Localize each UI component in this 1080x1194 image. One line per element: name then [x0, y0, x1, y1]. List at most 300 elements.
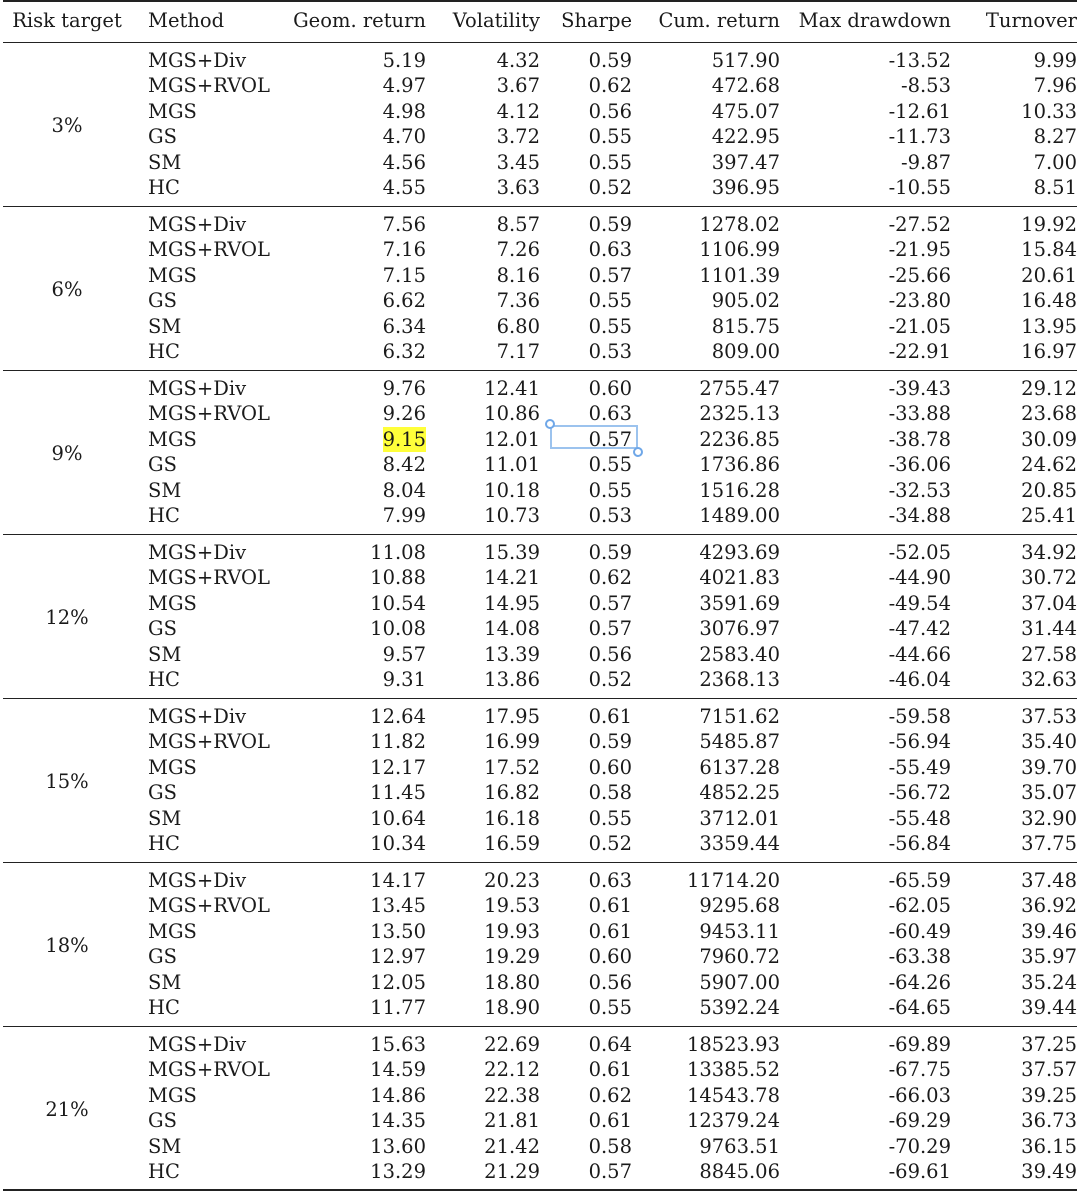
- cell-volatility[interactable]: 3.72: [496, 125, 540, 149]
- cell-method[interactable]: MGS+Div: [148, 541, 247, 564]
- cell-sharpe[interactable]: 0.52: [588, 832, 632, 855]
- cell-sharpe[interactable]: 0.57: [588, 1160, 632, 1183]
- cell-method[interactable]: MGS+RVOL: [148, 730, 270, 754]
- cell-max-drawdown[interactable]: -67.75: [888, 1058, 951, 1082]
- cell-max-drawdown[interactable]: -9.87: [900, 150, 951, 174]
- header-cum-return[interactable]: Cum. return: [658, 9, 780, 32]
- cell-cum-return[interactable]: 9295.68: [699, 894, 780, 918]
- cell-cum-return[interactable]: 3591.69: [699, 591, 780, 615]
- cell-method[interactable]: MGS+RVOL: [148, 74, 270, 98]
- cell-max-drawdown[interactable]: -8.53: [900, 74, 951, 98]
- cell-geom-return[interactable]: 12.17: [370, 755, 426, 779]
- cell-sharpe[interactable]: 0.56: [588, 99, 632, 123]
- cell-volatility[interactable]: 10.18: [484, 478, 540, 502]
- cell-method[interactable]: GS: [148, 945, 177, 969]
- header-volatility[interactable]: Volatility: [452, 9, 540, 32]
- cell-method[interactable]: MGS: [148, 591, 197, 615]
- cell-max-drawdown[interactable]: -60.49: [888, 919, 951, 943]
- cell-max-drawdown[interactable]: -47.42: [888, 617, 951, 641]
- cell-max-drawdown[interactable]: -56.94: [888, 730, 951, 754]
- cell-geom-return[interactable]: 4.97: [382, 74, 426, 98]
- cell-geom-return[interactable]: 7.15: [382, 263, 426, 287]
- cell-geom-return[interactable]: 13.50: [370, 919, 426, 943]
- cell-geom-return[interactable]: 9.31: [382, 668, 426, 691]
- cell-geom-return[interactable]: 7.99: [382, 504, 426, 527]
- cell-geom-return[interactable]: 14.35: [370, 1109, 426, 1133]
- cell-cum-return[interactable]: 905.02: [711, 289, 780, 313]
- cell-method[interactable]: HC: [148, 668, 180, 691]
- cell-cum-return[interactable]: 14543.78: [686, 1083, 780, 1107]
- cell-method[interactable]: MGS: [148, 99, 197, 123]
- cell-max-drawdown[interactable]: -25.66: [888, 263, 951, 287]
- header-turnover[interactable]: Turnover: [985, 9, 1077, 32]
- cell-max-drawdown[interactable]: -39.43: [888, 377, 951, 400]
- cell-max-drawdown[interactable]: -34.88: [888, 504, 951, 527]
- cell-sharpe[interactable]: 0.55: [588, 806, 632, 830]
- cell-sharpe[interactable]: 0.58: [588, 1134, 632, 1158]
- cell-turnover[interactable]: 24.62: [1021, 453, 1077, 477]
- cell-max-drawdown[interactable]: -65.59: [888, 869, 951, 892]
- cell-geom-return[interactable]: 9.76: [382, 377, 426, 400]
- cell-sharpe[interactable]: 0.62: [588, 1083, 632, 1107]
- cell-sharpe[interactable]: 0.55: [588, 453, 632, 477]
- cell-selection-box[interactable]: [550, 425, 638, 449]
- cell-volatility[interactable]: 20.23: [484, 869, 540, 892]
- cell-cum-return[interactable]: 1736.86: [699, 453, 780, 477]
- cell-volatility[interactable]: 14.08: [484, 617, 540, 641]
- cell-max-drawdown[interactable]: -23.80: [888, 289, 951, 313]
- cell-sharpe[interactable]: 0.57: [588, 617, 632, 641]
- cell-turnover[interactable]: 39.49: [1021, 1160, 1077, 1183]
- cell-turnover[interactable]: 20.85: [1021, 478, 1077, 502]
- cell-cum-return[interactable]: 1278.02: [699, 213, 780, 236]
- cell-turnover[interactable]: 30.09: [1021, 427, 1077, 451]
- cell-cum-return[interactable]: 4852.25: [699, 781, 780, 805]
- cell-cum-return[interactable]: 2236.85: [699, 427, 780, 451]
- cell-turnover[interactable]: 35.97: [1021, 945, 1077, 969]
- cell-cum-return[interactable]: 11714.20: [686, 869, 780, 892]
- cell-volatility[interactable]: 7.36: [496, 289, 540, 313]
- cell-sharpe[interactable]: 0.63: [588, 402, 632, 426]
- cell-geom-return[interactable]: 10.34: [370, 832, 426, 855]
- cell-method[interactable]: GS: [148, 453, 177, 477]
- cell-cum-return[interactable]: 2583.40: [699, 642, 780, 666]
- cell-max-drawdown[interactable]: -63.38: [888, 945, 951, 969]
- cell-turnover[interactable]: 13.95: [1021, 314, 1077, 338]
- cell-cum-return[interactable]: 5392.24: [699, 996, 780, 1019]
- cell-turnover[interactable]: 25.41: [1021, 504, 1077, 527]
- cell-max-drawdown[interactable]: -10.55: [888, 176, 951, 199]
- cell-volatility[interactable]: 12.41: [484, 377, 540, 400]
- cell-geom-return[interactable]: 12.05: [370, 970, 426, 994]
- cell-method[interactable]: HC: [148, 504, 180, 527]
- cell-sharpe[interactable]: 0.52: [588, 668, 632, 691]
- cell-turnover[interactable]: 36.15: [1021, 1134, 1077, 1158]
- cell-method[interactable]: GS: [148, 125, 177, 149]
- cell-max-drawdown[interactable]: -33.88: [888, 402, 951, 426]
- cell-geom-return[interactable]: 11.45: [370, 781, 426, 805]
- cell-cum-return[interactable]: 472.68: [711, 74, 780, 98]
- cell-cum-return[interactable]: 815.75: [711, 314, 780, 338]
- cell-geom-return[interactable]: 8.42: [382, 453, 426, 477]
- cell-volatility[interactable]: 7.17: [496, 340, 540, 363]
- cell-max-drawdown[interactable]: -12.61: [888, 99, 951, 123]
- cell-volatility[interactable]: 14.21: [484, 566, 540, 590]
- cell-turnover[interactable]: 37.53: [1021, 705, 1077, 728]
- cell-sharpe[interactable]: 0.61: [588, 919, 632, 943]
- cell-max-drawdown[interactable]: -21.95: [888, 238, 951, 262]
- cell-volatility[interactable]: 21.81: [484, 1109, 540, 1133]
- cell-sharpe[interactable]: 0.61: [588, 1109, 632, 1133]
- cell-volatility[interactable]: 19.29: [484, 945, 540, 969]
- cell-turnover[interactable]: 35.07: [1021, 781, 1077, 805]
- cell-geom-return[interactable]: 13.45: [370, 894, 426, 918]
- cell-max-drawdown[interactable]: -36.06: [888, 453, 951, 477]
- cell-sharpe[interactable]: 0.55: [588, 996, 632, 1019]
- cell-sharpe[interactable]: 0.53: [588, 340, 632, 363]
- cell-geom-return[interactable]: 10.08: [370, 617, 426, 641]
- cell-cum-return[interactable]: 18523.93: [686, 1033, 780, 1056]
- cell-volatility[interactable]: 16.82: [484, 781, 540, 805]
- cell-cum-return[interactable]: 7151.62: [699, 705, 780, 728]
- cell-turnover[interactable]: 37.75: [1021, 832, 1077, 855]
- cell-max-drawdown[interactable]: -64.65: [888, 996, 951, 1019]
- cell-cum-return[interactable]: 1106.99: [699, 238, 780, 262]
- cell-method[interactable]: MGS+RVOL: [148, 1058, 270, 1082]
- cell-geom-return[interactable]: 13.60: [370, 1134, 426, 1158]
- cell-turnover[interactable]: 31.44: [1021, 617, 1077, 641]
- cell-geom-return[interactable]: 4.98: [382, 99, 426, 123]
- cell-max-drawdown[interactable]: -52.05: [888, 541, 951, 564]
- cell-volatility[interactable]: 18.90: [484, 996, 540, 1019]
- cell-sharpe[interactable]: 0.53: [588, 504, 632, 527]
- cell-volatility[interactable]: 4.32: [496, 49, 540, 72]
- selection-handle-top-left[interactable]: [545, 419, 555, 429]
- cell-volatility[interactable]: 8.57: [496, 213, 540, 236]
- cell-geom-return[interactable]: 10.54: [370, 591, 426, 615]
- cell-turnover[interactable]: 10.33: [1021, 99, 1077, 123]
- cell-sharpe[interactable]: 0.55: [588, 314, 632, 338]
- cell-max-drawdown[interactable]: -44.66: [888, 642, 951, 666]
- cell-geom-return[interactable]: 10.64: [370, 806, 426, 830]
- cell-sharpe[interactable]: 0.63: [588, 869, 632, 892]
- cell-max-drawdown[interactable]: -38.78: [888, 427, 951, 451]
- cell-volatility[interactable]: 3.67: [496, 74, 540, 98]
- cell-volatility[interactable]: 18.80: [484, 970, 540, 994]
- cell-method[interactable]: MGS+RVOL: [148, 894, 270, 918]
- cell-geom-return[interactable]: 8.04: [382, 478, 426, 502]
- cell-cum-return[interactable]: 396.95: [711, 176, 780, 199]
- cell-method[interactable]: MGS: [148, 919, 197, 943]
- cell-geom-return[interactable]: 6.62: [382, 289, 426, 313]
- cell-method[interactable]: HC: [148, 1160, 180, 1183]
- cell-cum-return[interactable]: 7960.72: [699, 945, 780, 969]
- cell-volatility[interactable]: 13.39: [484, 642, 540, 666]
- cell-max-drawdown[interactable]: -69.89: [888, 1033, 951, 1056]
- cell-cum-return[interactable]: 397.47: [711, 150, 780, 174]
- cell-method[interactable]: MGS+Div: [148, 377, 247, 400]
- cell-cum-return[interactable]: 9763.51: [699, 1134, 780, 1158]
- cell-volatility[interactable]: 22.38: [484, 1083, 540, 1107]
- cell-max-drawdown[interactable]: -56.84: [888, 832, 951, 855]
- cell-cum-return[interactable]: 13385.52: [686, 1058, 780, 1082]
- cell-geom-return[interactable]: 11.82: [370, 730, 426, 754]
- cell-max-drawdown[interactable]: -21.05: [888, 314, 951, 338]
- cell-cum-return[interactable]: 4021.83: [699, 566, 780, 590]
- cell-sharpe[interactable]: 0.57: [588, 427, 632, 451]
- cell-method[interactable]: MGS+Div: [148, 869, 247, 892]
- cell-method[interactable]: GS: [148, 1109, 177, 1133]
- cell-method[interactable]: HC: [148, 832, 180, 855]
- cell-method[interactable]: MGS+RVOL: [148, 238, 270, 262]
- cell-sharpe[interactable]: 0.57: [588, 263, 632, 287]
- cell-geom-return[interactable]: 11.08: [370, 541, 426, 564]
- cell-volatility[interactable]: 22.69: [484, 1033, 540, 1056]
- cell-volatility[interactable]: 17.95: [484, 705, 540, 728]
- cell-volatility[interactable]: 22.12: [484, 1058, 540, 1082]
- cell-method[interactable]: SM: [148, 806, 182, 830]
- cell-volatility[interactable]: 4.12: [496, 99, 540, 123]
- cell-turnover[interactable]: 7.96: [1033, 74, 1077, 98]
- cell-volatility[interactable]: 21.42: [484, 1134, 540, 1158]
- cell-turnover[interactable]: 29.12: [1021, 377, 1077, 400]
- header-max-drawdown[interactable]: Max drawdown: [798, 9, 951, 32]
- cell-turnover[interactable]: 34.92: [1021, 541, 1077, 564]
- cell-cum-return[interactable]: 1101.39: [699, 263, 780, 287]
- cell-sharpe[interactable]: 0.56: [588, 642, 632, 666]
- cell-sharpe[interactable]: 0.64: [588, 1033, 632, 1056]
- cell-turnover[interactable]: 37.25: [1021, 1033, 1077, 1056]
- header-risk-target[interactable]: Risk target: [12, 9, 122, 32]
- cell-cum-return[interactable]: 4293.69: [699, 541, 780, 564]
- cell-geom-return[interactable]: 9.26: [382, 402, 426, 426]
- highlighted-cell-geom-return[interactable]: 9.15: [382, 427, 426, 451]
- cell-method[interactable]: MGS+Div: [148, 49, 247, 72]
- cell-sharpe[interactable]: 0.60: [588, 755, 632, 779]
- cell-cum-return[interactable]: 6137.28: [699, 755, 780, 779]
- cell-method[interactable]: HC: [148, 996, 180, 1019]
- cell-cum-return[interactable]: 422.95: [711, 125, 780, 149]
- cell-cum-return[interactable]: 3359.44: [699, 832, 780, 855]
- cell-turnover[interactable]: 16.48: [1021, 289, 1077, 313]
- cell-geom-return[interactable]: 14.59: [370, 1058, 426, 1082]
- cell-geom-return[interactable]: 5.19: [382, 49, 426, 72]
- cell-volatility[interactable]: 10.73: [484, 504, 540, 527]
- cell-volatility[interactable]: 10.86: [484, 402, 540, 426]
- cell-turnover[interactable]: 39.70: [1021, 755, 1077, 779]
- header-geom-return[interactable]: Geom. return: [293, 9, 426, 32]
- cell-method[interactable]: SM: [148, 478, 182, 502]
- cell-method[interactable]: MGS+RVOL: [148, 402, 270, 426]
- cell-cum-return[interactable]: 3712.01: [699, 806, 780, 830]
- cell-cum-return[interactable]: 475.07: [711, 99, 780, 123]
- cell-geom-return[interactable]: 4.55: [382, 176, 426, 199]
- cell-cum-return[interactable]: 517.90: [711, 49, 780, 72]
- cell-geom-return[interactable]: 11.77: [370, 996, 426, 1019]
- cell-max-drawdown[interactable]: -11.73: [888, 125, 951, 149]
- cell-max-drawdown[interactable]: -59.58: [888, 705, 951, 728]
- cell-volatility[interactable]: 16.18: [484, 806, 540, 830]
- cell-sharpe[interactable]: 0.61: [588, 894, 632, 918]
- cell-sharpe[interactable]: 0.52: [588, 176, 632, 199]
- cell-geom-return[interactable]: 14.17: [370, 869, 426, 892]
- cell-volatility[interactable]: 19.93: [484, 919, 540, 943]
- cell-max-drawdown[interactable]: -27.52: [888, 213, 951, 236]
- cell-volatility[interactable]: 16.99: [484, 730, 540, 754]
- header-method[interactable]: Method: [148, 9, 225, 32]
- cell-geom-return[interactable]: 12.64: [370, 705, 426, 728]
- cell-sharpe[interactable]: 0.60: [588, 945, 632, 969]
- cell-geom-return[interactable]: 15.63: [370, 1033, 426, 1056]
- cell-turnover[interactable]: 30.72: [1021, 566, 1077, 590]
- cell-max-drawdown[interactable]: -44.90: [888, 566, 951, 590]
- cell-method[interactable]: GS: [148, 617, 177, 641]
- cell-turnover[interactable]: 19.92: [1021, 213, 1077, 236]
- cell-geom-return[interactable]: 12.97: [370, 945, 426, 969]
- cell-sharpe[interactable]: 0.61: [588, 705, 632, 728]
- cell-cum-return[interactable]: 8845.06: [699, 1160, 780, 1183]
- cell-sharpe[interactable]: 0.58: [588, 781, 632, 805]
- cell-volatility[interactable]: 19.53: [484, 894, 540, 918]
- cell-method[interactable]: HC: [148, 176, 180, 199]
- cell-sharpe[interactable]: 0.59: [588, 213, 632, 236]
- cell-geom-return[interactable]: 6.32: [382, 340, 426, 363]
- cell-max-drawdown[interactable]: -66.03: [888, 1083, 951, 1107]
- cell-max-drawdown[interactable]: -55.48: [888, 806, 951, 830]
- cell-geom-return[interactable]: 4.56: [382, 150, 426, 174]
- cell-method[interactable]: MGS+Div: [148, 213, 247, 236]
- cell-cum-return[interactable]: 2755.47: [699, 377, 780, 400]
- cell-method[interactable]: HC: [148, 340, 180, 363]
- cell-max-drawdown[interactable]: -46.04: [888, 668, 951, 691]
- cell-method[interactable]: MGS: [148, 1083, 197, 1107]
- cell-turnover[interactable]: 39.46: [1021, 919, 1077, 943]
- cell-method[interactable]: MGS+Div: [148, 705, 247, 728]
- cell-turnover[interactable]: 35.40: [1021, 730, 1077, 754]
- cell-geom-return[interactable]: 7.56: [382, 213, 426, 236]
- cell-turnover[interactable]: 36.92: [1021, 894, 1077, 918]
- cell-method[interactable]: SM: [148, 642, 182, 666]
- cell-turnover[interactable]: 16.97: [1021, 340, 1077, 363]
- cell-volatility[interactable]: 14.95: [484, 591, 540, 615]
- cell-sharpe[interactable]: 0.55: [588, 125, 632, 149]
- cell-volatility[interactable]: 15.39: [484, 541, 540, 564]
- cell-sharpe[interactable]: 0.56: [588, 970, 632, 994]
- cell-sharpe[interactable]: 0.57: [588, 591, 632, 615]
- cell-volatility[interactable]: 7.26: [496, 238, 540, 262]
- cell-turnover[interactable]: 39.44: [1021, 996, 1077, 1019]
- cell-cum-return[interactable]: 5485.87: [699, 730, 780, 754]
- cell-turnover[interactable]: 9.99: [1033, 49, 1077, 72]
- cell-max-drawdown[interactable]: -32.53: [888, 478, 951, 502]
- cell-geom-return[interactable]: 14.86: [370, 1083, 426, 1107]
- cell-volatility[interactable]: 3.63: [496, 176, 540, 199]
- cell-turnover[interactable]: 20.61: [1021, 263, 1077, 287]
- cell-volatility[interactable]: 16.59: [484, 832, 540, 855]
- cell-cum-return[interactable]: 809.00: [711, 340, 780, 363]
- cell-cum-return[interactable]: 2368.13: [699, 668, 780, 691]
- cell-turnover[interactable]: 27.58: [1021, 642, 1077, 666]
- cell-volatility[interactable]: 21.29: [484, 1160, 540, 1183]
- cell-sharpe[interactable]: 0.61: [588, 1058, 632, 1082]
- cell-cum-return[interactable]: 1516.28: [699, 478, 780, 502]
- cell-turnover[interactable]: 32.63: [1021, 668, 1077, 691]
- cell-turnover[interactable]: 23.68: [1021, 402, 1077, 426]
- cell-sharpe[interactable]: 0.62: [588, 74, 632, 98]
- cell-method[interactable]: SM: [148, 150, 182, 174]
- cell-max-drawdown[interactable]: -55.49: [888, 755, 951, 779]
- cell-sharpe[interactable]: 0.60: [588, 377, 632, 400]
- cell-method[interactable]: MGS+RVOL: [148, 566, 270, 590]
- cell-volatility[interactable]: 13.86: [484, 668, 540, 691]
- cell-method[interactable]: GS: [148, 781, 177, 805]
- cell-max-drawdown[interactable]: -13.52: [888, 49, 951, 72]
- selection-handle-bottom-right[interactable]: [633, 447, 643, 457]
- cell-max-drawdown[interactable]: -64.26: [888, 970, 951, 994]
- cell-turnover[interactable]: 8.51: [1033, 176, 1077, 199]
- cell-cum-return[interactable]: 9453.11: [699, 919, 780, 943]
- cell-geom-return[interactable]: 4.70: [382, 125, 426, 149]
- cell-turnover[interactable]: 37.48: [1021, 869, 1077, 892]
- cell-method[interactable]: MGS: [148, 263, 197, 287]
- cell-geom-return[interactable]: 13.29: [370, 1160, 426, 1183]
- cell-geom-return[interactable]: 10.88: [370, 566, 426, 590]
- cell-sharpe[interactable]: 0.55: [588, 478, 632, 502]
- cell-turnover[interactable]: 35.24: [1021, 970, 1077, 994]
- cell-sharpe[interactable]: 0.59: [588, 541, 632, 564]
- cell-sharpe[interactable]: 0.55: [588, 289, 632, 313]
- cell-turnover[interactable]: 15.84: [1021, 238, 1077, 262]
- cell-cum-return[interactable]: 2325.13: [699, 402, 780, 426]
- cell-volatility[interactable]: 17.52: [484, 755, 540, 779]
- cell-sharpe[interactable]: 0.59: [588, 730, 632, 754]
- cell-method[interactable]: SM: [148, 314, 182, 338]
- cell-volatility[interactable]: 12.01: [484, 427, 540, 451]
- cell-method[interactable]: SM: [148, 1134, 182, 1158]
- cell-geom-return[interactable]: 6.34: [382, 314, 426, 338]
- cell-turnover[interactable]: 7.00: [1033, 150, 1077, 174]
- cell-sharpe[interactable]: 0.55: [588, 150, 632, 174]
- cell-cum-return[interactable]: 5907.00: [699, 970, 780, 994]
- cell-max-drawdown[interactable]: -70.29: [888, 1134, 951, 1158]
- cell-cum-return[interactable]: 12379.24: [686, 1109, 780, 1133]
- cell-max-drawdown[interactable]: -69.29: [888, 1109, 951, 1133]
- cell-max-drawdown[interactable]: -49.54: [888, 591, 951, 615]
- cell-geom-return[interactable]: 7.16: [382, 238, 426, 262]
- cell-method[interactable]: MGS+Div: [148, 1033, 247, 1056]
- cell-turnover[interactable]: 36.73: [1021, 1109, 1077, 1133]
- header-sharpe[interactable]: Sharpe: [561, 9, 632, 32]
- cell-max-drawdown[interactable]: -22.91: [888, 340, 951, 363]
- cell-method[interactable]: MGS: [148, 755, 197, 779]
- cell-volatility[interactable]: 8.16: [496, 263, 540, 287]
- cell-sharpe[interactable]: 0.59: [588, 49, 632, 72]
- cell-method[interactable]: GS: [148, 289, 177, 313]
- cell-cum-return[interactable]: 1489.00: [699, 504, 780, 527]
- cell-geom-return[interactable]: 9.57: [382, 642, 426, 666]
- cell-cum-return[interactable]: 3076.97: [699, 617, 780, 641]
- cell-volatility[interactable]: 11.01: [484, 453, 540, 477]
- cell-turnover[interactable]: 37.04: [1021, 591, 1077, 615]
- cell-method[interactable]: MGS: [148, 427, 197, 451]
- cell-volatility[interactable]: 3.45: [496, 150, 540, 174]
- cell-max-drawdown[interactable]: -56.72: [888, 781, 951, 805]
- cell-turnover[interactable]: 37.57: [1021, 1058, 1077, 1082]
- cell-turnover[interactable]: 39.25: [1021, 1083, 1077, 1107]
- cell-max-drawdown[interactable]: -69.61: [888, 1160, 951, 1183]
- cell-sharpe[interactable]: 0.62: [588, 566, 632, 590]
- cell-volatility[interactable]: 6.80: [496, 314, 540, 338]
